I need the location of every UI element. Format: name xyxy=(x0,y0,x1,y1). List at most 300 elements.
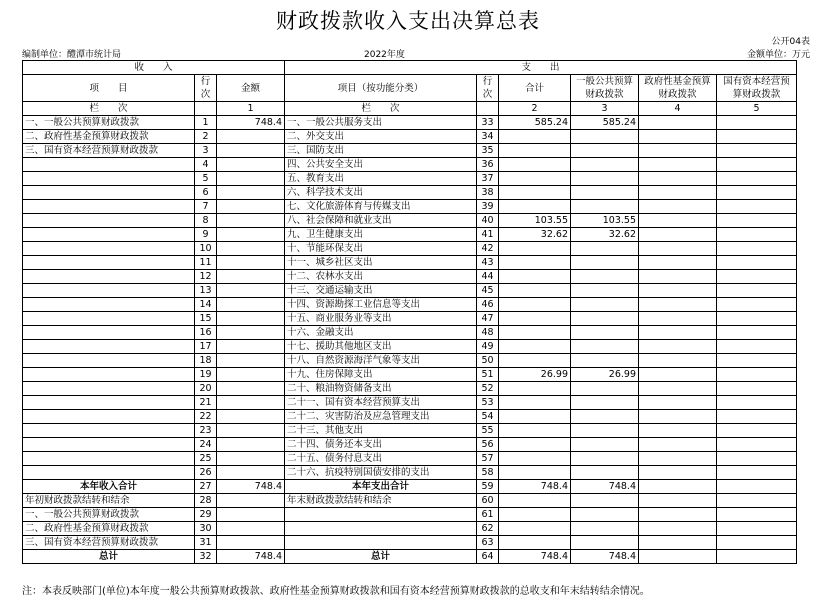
header-row-1 xyxy=(23,61,797,75)
total-cell xyxy=(499,186,571,200)
expense-rowno-cell: 60 xyxy=(477,494,499,508)
state-capital-cell xyxy=(717,186,797,200)
income-amount-cell xyxy=(217,214,285,228)
expense-rowno-cell: 40 xyxy=(477,214,499,228)
total-cell xyxy=(499,340,571,354)
expense-item-cell: 十五、商业服务业等支出 xyxy=(285,312,477,326)
income-item-cell xyxy=(23,270,195,284)
state-capital-cell xyxy=(717,494,797,508)
income-item-cell xyxy=(23,424,195,438)
state-capital-cell xyxy=(717,466,797,480)
total-cell xyxy=(499,410,571,424)
gov-fund-cell xyxy=(639,354,717,368)
gov-fund-cell xyxy=(639,144,717,158)
header-row-2 xyxy=(23,75,797,102)
state-capital-cell xyxy=(717,116,797,130)
income-amount-cell xyxy=(217,382,285,396)
total-cell xyxy=(499,494,571,508)
expense-item-cell: 二十四、债务还本支出 xyxy=(285,438,477,452)
expense-item-cell: 十、节能环保支出 xyxy=(285,242,477,256)
expense-rowno-cell: 50 xyxy=(477,354,499,368)
income-item-cell: 总计 xyxy=(23,550,195,564)
table-row xyxy=(23,158,797,172)
expense-rowno-cell: 54 xyxy=(477,410,499,424)
total-cell xyxy=(499,424,571,438)
general-budget-cell xyxy=(571,158,639,172)
income-amount-cell xyxy=(217,200,285,214)
budget-summary-table xyxy=(22,60,797,564)
income-rowno-cell: 10 xyxy=(195,242,217,256)
income-amount-cell xyxy=(217,284,285,298)
total-cell xyxy=(499,144,571,158)
gov-fund-cell xyxy=(639,382,717,396)
state-capital-cell xyxy=(717,410,797,424)
gov-fund-cell xyxy=(639,522,717,536)
income-rowno-cell: 11 xyxy=(195,256,217,270)
state-capital-cell xyxy=(717,298,797,312)
expense-rowno-cell: 44 xyxy=(477,270,499,284)
total-cell xyxy=(499,466,571,480)
expense-rowno-cell: 59 xyxy=(477,480,499,494)
gov-fund-header: 政府性基金预算财政拨款 xyxy=(639,75,717,102)
total-cell xyxy=(499,522,571,536)
expense-rowno-cell: 55 xyxy=(477,424,499,438)
gov-fund-cell xyxy=(639,368,717,382)
income-lanci: 栏 次 xyxy=(23,102,195,116)
state-capital-cell xyxy=(717,522,797,536)
income-amount-cell xyxy=(217,396,285,410)
expense-rowno-cell: 62 xyxy=(477,522,499,536)
total-cell: 585.24 xyxy=(499,116,571,130)
income-rowno-cell: 26 xyxy=(195,466,217,480)
income-amount-cell xyxy=(217,494,285,508)
gov-fund-cell xyxy=(639,494,717,508)
income-amount-cell: 748.4 xyxy=(217,480,285,494)
expense-item-cell: 年末财政拨款结转和结余 xyxy=(285,494,477,508)
expense-item-cell: 二十二、灾害防治及应急管理支出 xyxy=(285,410,477,424)
total-cell xyxy=(499,396,571,410)
expense-rowno-cell: 38 xyxy=(477,186,499,200)
income-amount-cell xyxy=(217,452,285,466)
general-budget-cell xyxy=(571,536,639,550)
state-capital-cell xyxy=(717,172,797,186)
expense-item-cell: 九、卫生健康支出 xyxy=(285,228,477,242)
income-amount-cell xyxy=(217,158,285,172)
income-amount-header: 金额 xyxy=(217,75,285,102)
income-rowno-cell: 3 xyxy=(195,144,217,158)
gov-fund-cell xyxy=(639,466,717,480)
state-capital-cell xyxy=(717,158,797,172)
income-item-cell xyxy=(23,354,195,368)
compiling-unit: 编制单位：醴潭市统计局 xyxy=(22,50,122,60)
income-item-cell xyxy=(23,186,195,200)
general-budget-cell: 26.99 xyxy=(571,368,639,382)
expense-item-header: 项目（按功能分类） xyxy=(285,75,477,102)
income-amount-cell xyxy=(217,410,285,424)
general-budget-cell xyxy=(571,298,639,312)
income-item-cell xyxy=(23,396,195,410)
col-index-3: 3 xyxy=(571,102,639,116)
table-row xyxy=(23,396,797,410)
income-rowno-cell: 13 xyxy=(195,284,217,298)
income-item-cell xyxy=(23,200,195,214)
expense-item-cell: 八、社会保障和就业支出 xyxy=(285,214,477,228)
total-cell xyxy=(499,200,571,214)
general-budget-cell xyxy=(571,452,639,466)
income-item-cell xyxy=(23,172,195,186)
general-budget-cell xyxy=(571,382,639,396)
income-amount-cell xyxy=(217,466,285,480)
income-rowno-cell: 29 xyxy=(195,508,217,522)
expense-rowno-cell: 35 xyxy=(477,144,499,158)
table-row xyxy=(23,340,797,354)
income-amount-cell xyxy=(217,438,285,452)
income-rowno-cell: 6 xyxy=(195,186,217,200)
income-rowno-cell: 23 xyxy=(195,424,217,438)
table-row xyxy=(23,228,797,242)
expense-item-cell: 十九、住房保障支出 xyxy=(285,368,477,382)
expense-item-cell: 六、科学技术支出 xyxy=(285,186,477,200)
col-index-2: 2 xyxy=(499,102,571,116)
table-row xyxy=(23,452,797,466)
total-cell xyxy=(499,130,571,144)
general-budget-cell xyxy=(571,494,639,508)
general-budget-cell xyxy=(571,340,639,354)
expense-item-cell xyxy=(285,508,477,522)
income-item-cell: 三、国有资本经营预算财政拨款 xyxy=(23,144,195,158)
expense-rowno-cell: 42 xyxy=(477,242,499,256)
gov-fund-cell xyxy=(639,242,717,256)
table-row xyxy=(23,536,797,550)
gov-fund-cell xyxy=(639,550,717,564)
expense-item-cell: 二、外交支出 xyxy=(285,130,477,144)
gov-fund-cell xyxy=(639,424,717,438)
total-cell xyxy=(499,242,571,256)
state-capital-cell xyxy=(717,368,797,382)
income-item-cell: 二、政府性基金预算财政拨款 xyxy=(23,522,195,536)
expense-item-cell: 本年支出合计 xyxy=(285,480,477,494)
total-cell: 32.62 xyxy=(499,228,571,242)
expense-rowno-cell: 56 xyxy=(477,438,499,452)
total-cell xyxy=(499,438,571,452)
income-item-cell xyxy=(23,158,195,172)
fiscal-year: 2022年度 xyxy=(364,50,405,60)
income-amount-cell xyxy=(217,172,285,186)
income-rowno-cell: 30 xyxy=(195,522,217,536)
gov-fund-cell xyxy=(639,396,717,410)
expense-header: 支 出 xyxy=(285,61,797,75)
income-rowno-cell: 14 xyxy=(195,298,217,312)
state-capital-cell xyxy=(717,382,797,396)
expense-item-cell: 二十五、债务付息支出 xyxy=(285,452,477,466)
total-cell xyxy=(499,172,571,186)
expense-item-cell: 七、文化旅游体育与传媒支出 xyxy=(285,200,477,214)
income-item-cell xyxy=(23,256,195,270)
expense-item-cell: 二十一、国有资本经营预算支出 xyxy=(285,396,477,410)
income-amount-cell xyxy=(217,298,285,312)
expense-rowno-cell: 47 xyxy=(477,312,499,326)
state-capital-cell xyxy=(717,452,797,466)
general-budget-cell xyxy=(571,186,639,200)
expense-rowno-cell: 58 xyxy=(477,466,499,480)
state-capital-cell xyxy=(717,340,797,354)
gov-fund-cell xyxy=(639,410,717,424)
amount-unit: 金额单位：万元 xyxy=(746,50,810,60)
table-row xyxy=(23,242,797,256)
table-row xyxy=(23,480,797,494)
expense-item-cell: 十一、城乡社区支出 xyxy=(285,256,477,270)
gov-fund-cell xyxy=(639,326,717,340)
income-item-cell: 一、一般公共预算财政拨款 xyxy=(23,508,195,522)
state-capital-cell xyxy=(717,536,797,550)
income-amount-cell xyxy=(217,312,285,326)
state-capital-cell xyxy=(717,284,797,298)
gov-fund-cell xyxy=(639,452,717,466)
expense-rowno-cell: 41 xyxy=(477,228,499,242)
state-capital-cell xyxy=(717,312,797,326)
income-item-cell: 三、国有资本经营预算财政拨款 xyxy=(23,536,195,550)
expense-item-cell: 二十三、其他支出 xyxy=(285,424,477,438)
table-row xyxy=(23,270,797,284)
general-budget-cell xyxy=(571,396,639,410)
gov-fund-cell xyxy=(639,116,717,130)
gov-fund-cell xyxy=(639,536,717,550)
state-capital-cell xyxy=(717,256,797,270)
income-rowno-cell: 22 xyxy=(195,410,217,424)
expense-item-cell: 四、公共安全支出 xyxy=(285,158,477,172)
total-cell xyxy=(499,158,571,172)
table-row xyxy=(23,200,797,214)
income-rowno-cell: 24 xyxy=(195,438,217,452)
income-amount-cell xyxy=(217,508,285,522)
state-capital-cell xyxy=(717,438,797,452)
income-rowno-cell: 19 xyxy=(195,368,217,382)
general-budget-cell xyxy=(571,256,639,270)
income-rowno-cell: 18 xyxy=(195,354,217,368)
income-item-cell xyxy=(23,284,195,298)
general-budget-cell xyxy=(571,284,639,298)
state-capital-cell xyxy=(717,424,797,438)
income-rowno-cell: 21 xyxy=(195,396,217,410)
general-budget-cell xyxy=(571,424,639,438)
income-item-cell xyxy=(23,242,195,256)
income-amount-cell: 748.4 xyxy=(217,116,285,130)
expense-rowno-cell: 39 xyxy=(477,200,499,214)
income-item-cell xyxy=(23,452,195,466)
total-cell xyxy=(499,270,571,284)
expense-lanci: 栏 次 xyxy=(285,102,477,116)
table-row xyxy=(23,508,797,522)
general-budget-cell xyxy=(571,354,639,368)
gov-fund-cell xyxy=(639,284,717,298)
form-code: 公开04表 xyxy=(771,37,810,47)
income-rowno-header: 行次 xyxy=(195,75,217,102)
gov-fund-cell xyxy=(639,340,717,354)
table-row xyxy=(23,312,797,326)
expense-rowno-cell: 57 xyxy=(477,452,499,466)
income-amount-cell xyxy=(217,228,285,242)
income-amount-cell xyxy=(217,270,285,284)
state-capital-cell xyxy=(717,508,797,522)
table-row xyxy=(23,494,797,508)
col-index-5: 5 xyxy=(717,102,797,116)
expense-rowno-cell: 52 xyxy=(477,382,499,396)
income-amount-cell: 748.4 xyxy=(217,550,285,564)
expense-rowno-cell: 51 xyxy=(477,368,499,382)
gov-fund-cell xyxy=(639,214,717,228)
total-cell: 103.55 xyxy=(499,214,571,228)
expense-item-cell: 十三、交通运输支出 xyxy=(285,284,477,298)
expense-item-cell: 三、国防支出 xyxy=(285,144,477,158)
income-rowno-cell: 20 xyxy=(195,382,217,396)
general-budget-cell xyxy=(571,466,639,480)
table-row xyxy=(23,382,797,396)
income-header: 收 入 xyxy=(23,61,285,75)
gov-fund-cell xyxy=(639,480,717,494)
gov-fund-cell xyxy=(639,438,717,452)
col-index-1: 1 xyxy=(217,102,285,116)
table-row xyxy=(23,368,797,382)
expense-item-cell: 十四、资源勘探工业信息等支出 xyxy=(285,298,477,312)
income-rowno-cell: 9 xyxy=(195,228,217,242)
state-capital-cell xyxy=(717,144,797,158)
total-header: 合计 xyxy=(499,75,571,102)
general-budget-cell xyxy=(571,200,639,214)
income-item-cell: 一、一般公共预算财政拨款 xyxy=(23,116,195,130)
gov-fund-cell xyxy=(639,200,717,214)
expense-rowno-cell: 45 xyxy=(477,284,499,298)
income-item-cell xyxy=(23,326,195,340)
income-amount-cell xyxy=(217,368,285,382)
expense-item-cell: 二十六、抗疫特别国债安排的支出 xyxy=(285,466,477,480)
general-budget-cell xyxy=(571,522,639,536)
income-amount-cell xyxy=(217,536,285,550)
gov-fund-cell xyxy=(639,130,717,144)
general-budget-cell: 748.4 xyxy=(571,480,639,494)
income-item-cell: 本年收入合计 xyxy=(23,480,195,494)
table-row xyxy=(23,186,797,200)
expense-rowno-cell: 34 xyxy=(477,130,499,144)
total-cell xyxy=(499,508,571,522)
expense-item-cell xyxy=(285,536,477,550)
income-rowno-cell: 25 xyxy=(195,452,217,466)
general-budget-cell xyxy=(571,242,639,256)
income-rowno-cell: 15 xyxy=(195,312,217,326)
income-amount-cell xyxy=(217,130,285,144)
state-capital-header: 国有资本经营预算财政拨款 xyxy=(717,75,797,102)
income-rowno-cell: 31 xyxy=(195,536,217,550)
total-cell xyxy=(499,326,571,340)
income-item-cell: 二、政府性基金预算财政拨款 xyxy=(23,130,195,144)
expense-rowno-cell: 37 xyxy=(477,172,499,186)
income-lanci-no xyxy=(195,102,217,116)
expense-rowno-cell: 63 xyxy=(477,536,499,550)
gov-fund-cell xyxy=(639,186,717,200)
expense-rowno-cell: 48 xyxy=(477,326,499,340)
expense-rowno-cell: 36 xyxy=(477,158,499,172)
expense-item-cell: 五、教育支出 xyxy=(285,172,477,186)
income-amount-cell xyxy=(217,242,285,256)
income-item-cell xyxy=(23,298,195,312)
total-cell: 748.4 xyxy=(499,550,571,564)
income-rowno-cell: 8 xyxy=(195,214,217,228)
general-budget-cell xyxy=(571,438,639,452)
table-row xyxy=(23,522,797,536)
table-row xyxy=(23,256,797,270)
income-item-cell xyxy=(23,438,195,452)
general-budget-cell xyxy=(571,144,639,158)
table-row xyxy=(23,284,797,298)
state-capital-cell xyxy=(717,396,797,410)
income-item-cell xyxy=(23,382,195,396)
total-cell xyxy=(499,312,571,326)
expense-rowno-cell: 33 xyxy=(477,116,499,130)
state-capital-cell xyxy=(717,326,797,340)
column-index-row xyxy=(23,102,797,116)
expense-item-cell: 一、一般公共服务支出 xyxy=(285,116,477,130)
total-cell xyxy=(499,354,571,368)
total-cell xyxy=(499,284,571,298)
income-item-cell xyxy=(23,466,195,480)
table-row xyxy=(23,144,797,158)
income-item-cell xyxy=(23,368,195,382)
income-rowno-cell: 7 xyxy=(195,200,217,214)
income-item-header: 项 目 xyxy=(23,75,195,102)
income-rowno-cell: 4 xyxy=(195,158,217,172)
gov-fund-cell xyxy=(639,298,717,312)
general-budget-cell xyxy=(571,172,639,186)
income-amount-cell xyxy=(217,340,285,354)
report-title: 财政拨款收入支出决算总表 xyxy=(276,9,540,33)
state-capital-cell xyxy=(717,242,797,256)
income-rowno-cell: 27 xyxy=(195,480,217,494)
income-item-cell xyxy=(23,214,195,228)
state-capital-cell xyxy=(717,214,797,228)
state-capital-cell xyxy=(717,354,797,368)
table-row xyxy=(23,172,797,186)
income-amount-cell xyxy=(217,144,285,158)
report-meta xyxy=(22,47,810,59)
state-capital-cell xyxy=(717,550,797,564)
expense-item-cell: 十七、援助其他地区支出 xyxy=(285,340,477,354)
income-item-cell xyxy=(23,410,195,424)
income-item-cell xyxy=(23,228,195,242)
expense-rowno-header: 行次 xyxy=(477,75,499,102)
state-capital-cell xyxy=(717,130,797,144)
state-capital-cell xyxy=(717,270,797,284)
table-row xyxy=(23,130,797,144)
income-item-cell xyxy=(23,340,195,354)
general-budget-cell: 585.24 xyxy=(571,116,639,130)
table-row xyxy=(23,354,797,368)
gov-fund-cell xyxy=(639,508,717,522)
expense-lanci-no xyxy=(477,102,499,116)
income-item-cell xyxy=(23,312,195,326)
income-rowno-cell: 12 xyxy=(195,270,217,284)
state-capital-cell xyxy=(717,200,797,214)
expense-rowno-cell: 64 xyxy=(477,550,499,564)
col-index-4: 4 xyxy=(639,102,717,116)
total-cell xyxy=(499,382,571,396)
general-budget-cell: 32.62 xyxy=(571,228,639,242)
income-rowno-cell: 1 xyxy=(195,116,217,130)
expense-rowno-cell: 53 xyxy=(477,396,499,410)
income-rowno-cell: 32 xyxy=(195,550,217,564)
total-cell: 748.4 xyxy=(499,480,571,494)
expense-item-cell: 二十、粮油物资储备支出 xyxy=(285,382,477,396)
income-amount-cell xyxy=(217,424,285,438)
gov-fund-cell xyxy=(639,270,717,284)
